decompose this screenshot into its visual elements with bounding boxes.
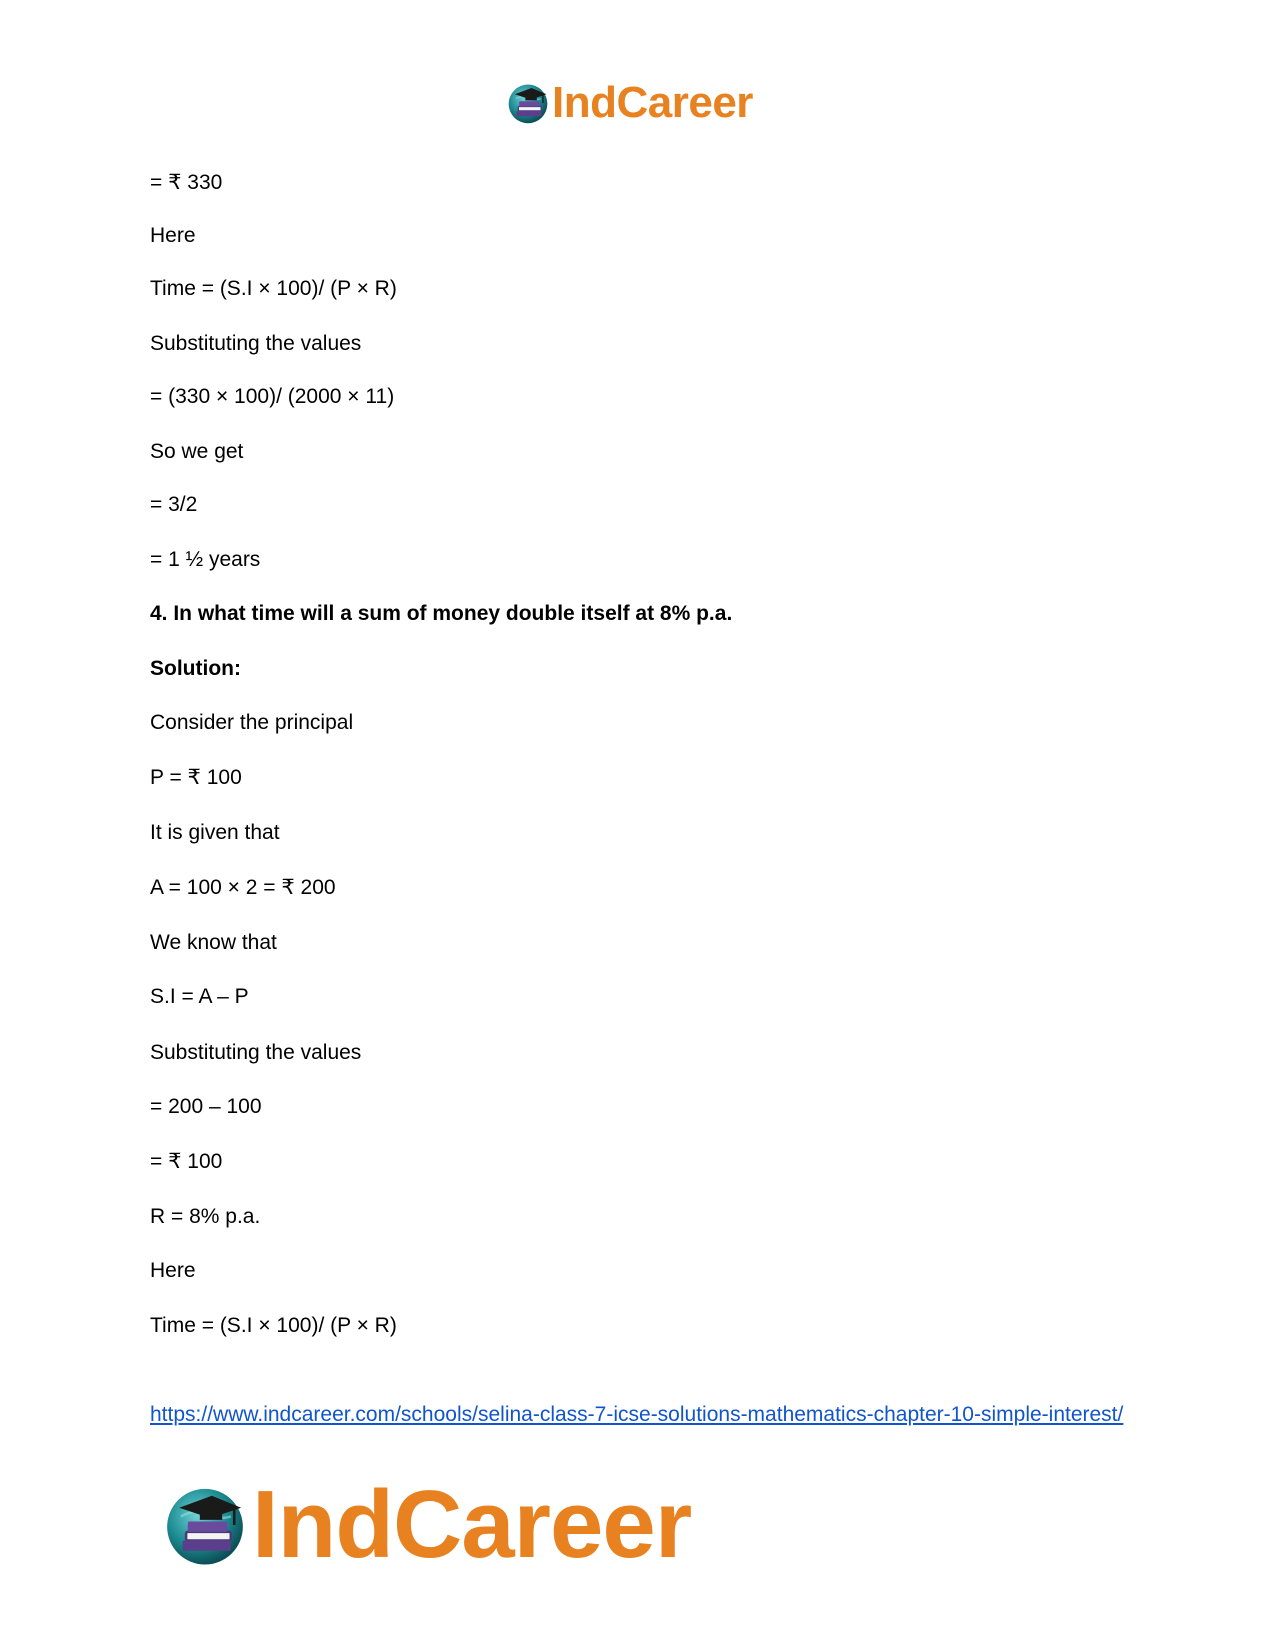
- text-line: Time = (S.I × 100)/ (P × R): [150, 1314, 397, 1337]
- footer-logo: [162, 1471, 692, 1578]
- text-line: S.I = A – P: [150, 985, 249, 1008]
- question-heading: 4. In what time will a sum of money double itself at 8% p.a.: [150, 602, 733, 625]
- logo-wordmark: IndCareer: [252, 1471, 692, 1578]
- text-line: = 3/2: [150, 493, 198, 516]
- text-line: A = 100 × 2 = ₹ 200: [150, 876, 336, 899]
- graduation-cap-book-globe-icon: [506, 81, 550, 125]
- text-line: = ₹ 330: [150, 171, 223, 194]
- text-line: = (330 × 100)/ (2000 × 11): [150, 385, 395, 408]
- text-line: Time = (S.I × 100)/ (P × R): [150, 277, 397, 300]
- text-line: It is given that: [150, 821, 280, 844]
- graduation-cap-book-globe-icon: [162, 1482, 248, 1568]
- text-line: = 200 – 100: [150, 1095, 262, 1118]
- text-line: We know that: [150, 931, 277, 954]
- text-line: Here: [150, 1259, 196, 1282]
- text-line: P = ₹ 100: [150, 766, 242, 789]
- header-logo: [506, 80, 753, 126]
- text-line: Substituting the values: [150, 332, 362, 355]
- source-link[interactable]: https://www.indcareer.com/schools/selina-class-7-icse-solutions-mathematics-chapter-10-simple-interest/: [150, 1403, 1124, 1426]
- solution-heading: Solution:: [150, 657, 241, 680]
- text-line: Substituting the values: [150, 1041, 362, 1064]
- text-line: = 1 ½ years: [150, 548, 261, 571]
- text-line: So we get: [150, 440, 244, 463]
- text-line: = ₹ 100: [150, 1150, 223, 1173]
- text-line: Here: [150, 224, 196, 247]
- text-line: Consider the principal: [150, 711, 354, 734]
- logo-wordmark: IndCareer: [552, 78, 753, 127]
- text-line: R = 8% p.a.: [150, 1205, 261, 1228]
